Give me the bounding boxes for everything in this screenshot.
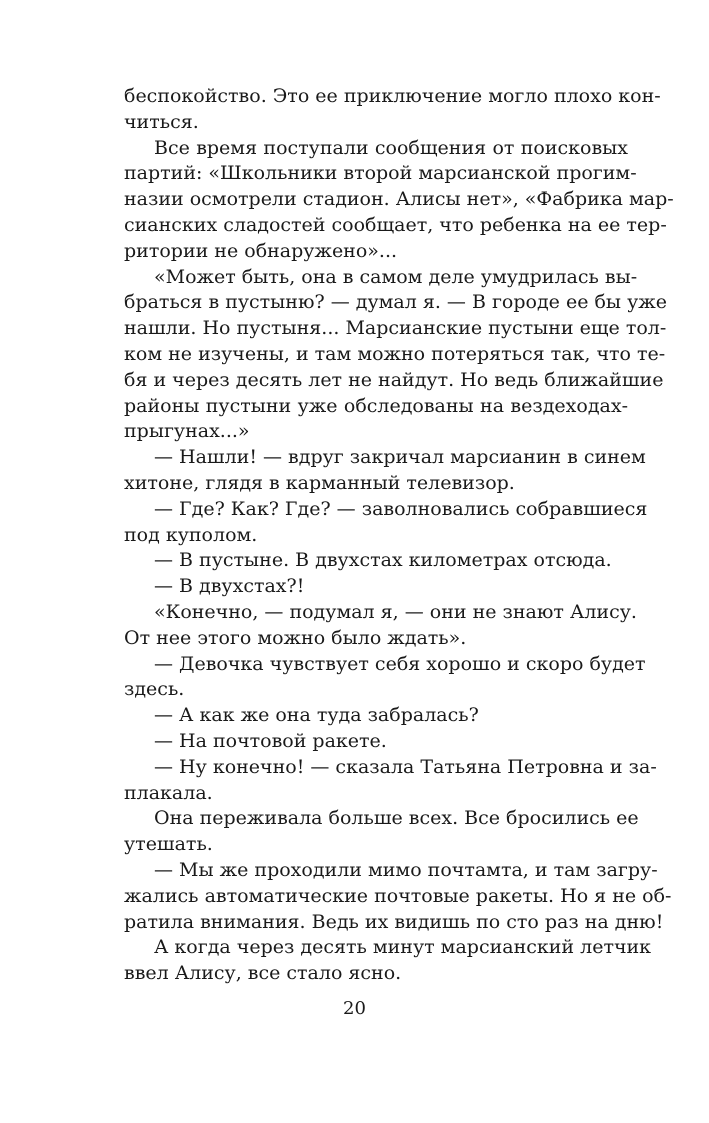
text-line: ком не изучены, и там можно потеряться так, что те- bbox=[124, 342, 666, 365]
text-line: под куполом. bbox=[124, 523, 258, 546]
text-line: — Девочка чувствует себя хорошо и скоро будет bbox=[154, 652, 646, 675]
body-text bbox=[124, 84, 674, 987]
text-line: жались автоматические почтовые ракеты. Но я не об- bbox=[124, 884, 672, 907]
text-line: А когда через десять минут марсианский летчик bbox=[154, 936, 652, 959]
text-line: назии осмотрели стадион. Алисы нет», «Фабрика мар- bbox=[124, 188, 674, 211]
text-line: — На почтовой ракете. bbox=[154, 729, 387, 752]
text-line: здесь. bbox=[124, 678, 185, 701]
text-line: — В пустыне. В двухстах километрах отсюда. bbox=[154, 549, 612, 572]
text-line: прыгунах...» bbox=[124, 420, 250, 443]
text-line: районы пустыни уже обследованы на вездеходах- bbox=[124, 394, 628, 417]
text-line: плакала. bbox=[124, 781, 213, 804]
text-line: ритории не обнаружено»... bbox=[124, 239, 398, 262]
text-line: ввел Алису, все стало ясно. bbox=[124, 962, 402, 985]
text-line: бя и через десять лет не найдут. Но ведь ближайшие bbox=[124, 368, 664, 391]
text-line: ратила внимания. Ведь их видишь по сто раз на дню! bbox=[124, 910, 664, 933]
text-line: беспокойство. Это ее приключение могло плохо кон- bbox=[124, 85, 661, 107]
text-line: читься. bbox=[124, 110, 199, 133]
text-line: От нее этого можно было ждать». bbox=[124, 626, 467, 649]
text-line: — Нашли! — вдруг закричал марсианин в синем bbox=[154, 446, 646, 469]
text-line: — Где? Как? Где? — заволновались собравшиеся bbox=[154, 497, 648, 520]
text-line: «Может быть, она в самом деле умудрилась вы- bbox=[154, 265, 638, 288]
text-line: партий: «Школьники второй марсианской прогим- bbox=[124, 162, 637, 185]
page-number: 20 bbox=[343, 998, 366, 1019]
text-line: сианских сладостей сообщает, что ребенка на ее тер- bbox=[124, 213, 667, 236]
text-line: — Мы же проходили мимо почтамта, и там загру- bbox=[154, 858, 658, 881]
text-line: утешать. bbox=[124, 833, 213, 856]
text-line: «Конечно, — подумал я, — они не знают Алису. bbox=[154, 600, 637, 623]
text-line: браться в пустыню? — думал я. — В городе ее бы уже bbox=[124, 291, 667, 314]
text-line: — А как же она туда забралась? bbox=[154, 704, 479, 727]
text-line: нашли. Но пустыня... Марсианские пустыни еще тол- bbox=[124, 317, 667, 340]
text-line: хитоне, глядя в карманный телевизор. bbox=[124, 471, 515, 494]
text-line: Она переживала больше всех. Все бросились ее bbox=[154, 807, 639, 830]
text-line: Все время поступали сообщения от поисковых bbox=[154, 136, 628, 159]
text-line: — В двухстах?! bbox=[154, 575, 305, 598]
text-line: — Ну конечно! — сказала Татьяна Петровна и за- bbox=[154, 755, 657, 778]
